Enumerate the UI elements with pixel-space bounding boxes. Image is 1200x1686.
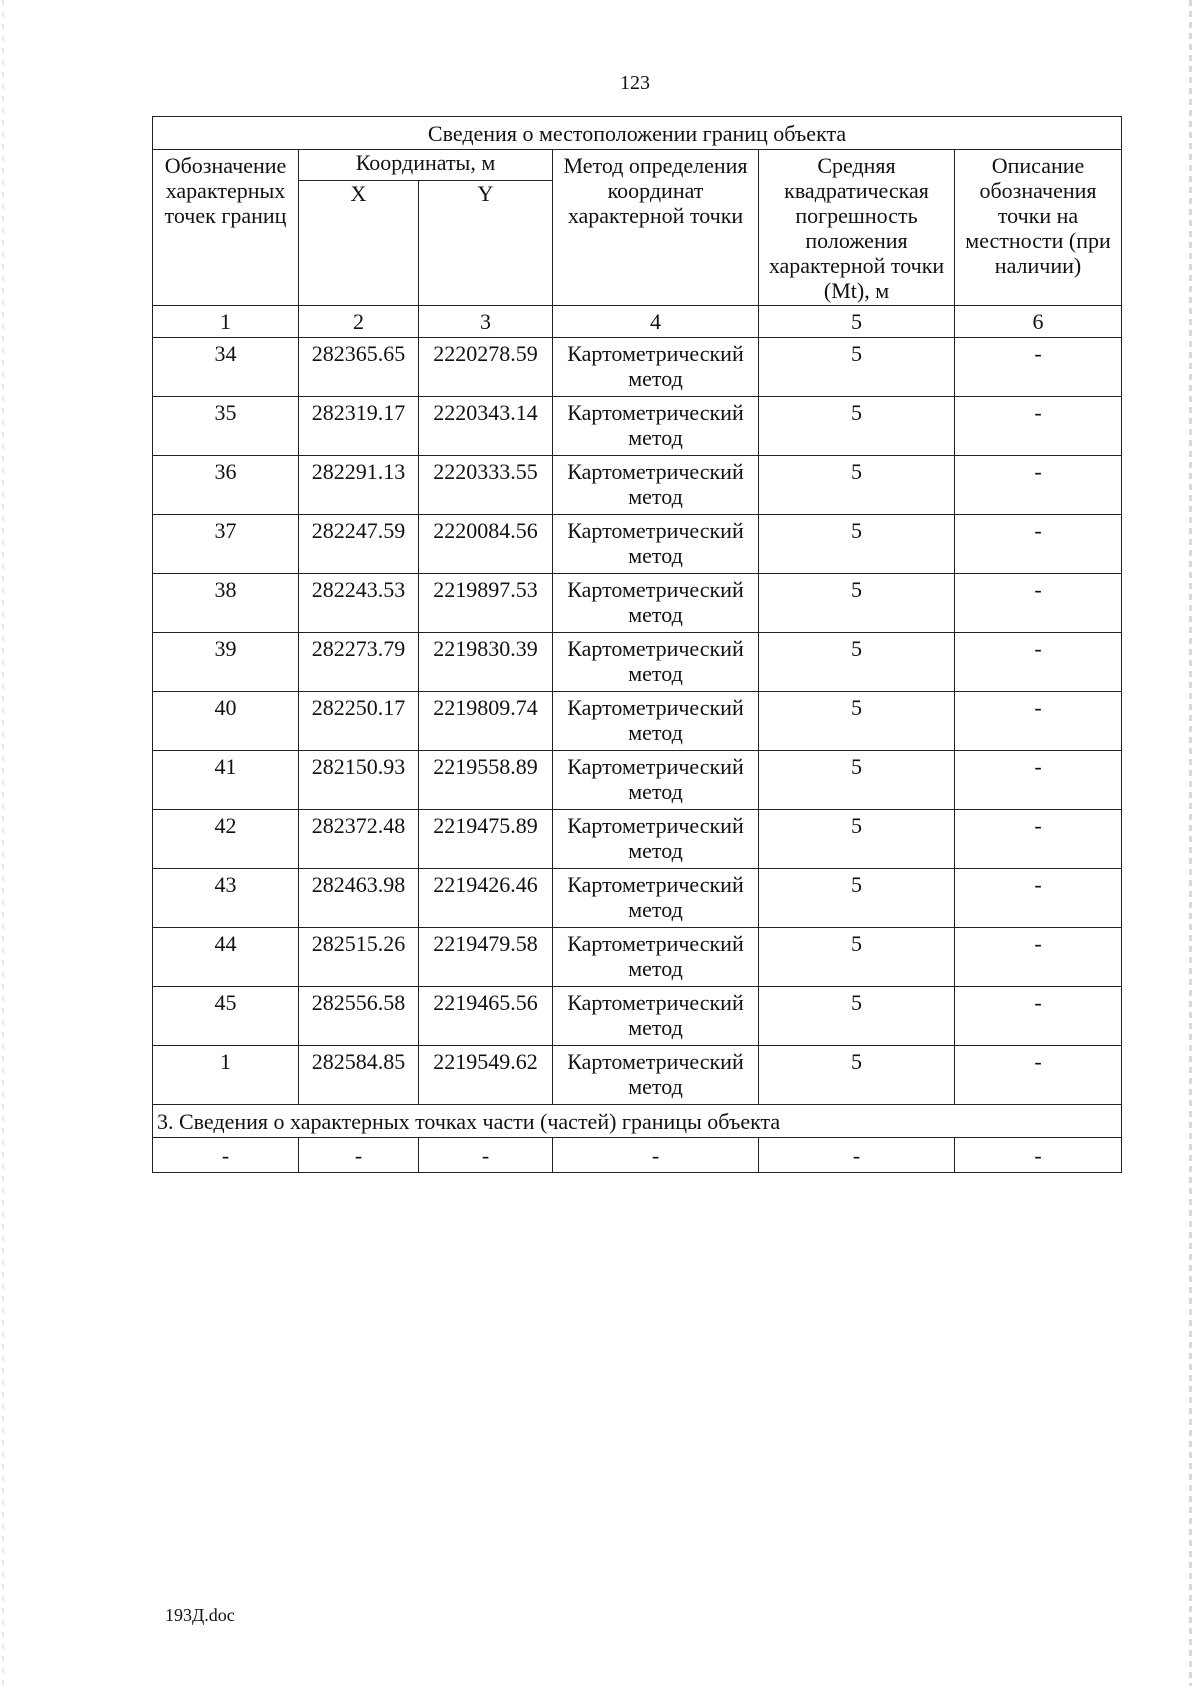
cell-y: 2219475.89	[419, 810, 553, 869]
header-designation: Обозначение характерных точек границ	[153, 150, 299, 306]
cell-error: 5	[759, 338, 955, 397]
cell-description: -	[955, 810, 1122, 869]
column-number: 1	[153, 306, 299, 338]
column-number: 6	[955, 306, 1122, 338]
header-y: Y	[419, 181, 553, 306]
cell-error: 5	[759, 1046, 955, 1105]
cell-method: Картометрический метод	[553, 1046, 759, 1105]
cell-error: 5	[759, 574, 955, 633]
table-row	[153, 869, 1122, 928]
cell-point: 38	[153, 574, 299, 633]
cell-description: -	[955, 633, 1122, 692]
cell-method: Картометрический метод	[553, 751, 759, 810]
cell-description: -	[955, 338, 1122, 397]
cell-x: 282150.93	[299, 751, 419, 810]
cell-point: 35	[153, 397, 299, 456]
cell-y: 2220278.59	[419, 338, 553, 397]
cell-description: -	[955, 574, 1122, 633]
cell-point: 42	[153, 810, 299, 869]
table-row	[153, 633, 1122, 692]
header-coordinates: Координаты, м	[299, 150, 553, 181]
cell-description: -	[955, 692, 1122, 751]
cell-point: 40	[153, 692, 299, 751]
cell-x: 282250.17	[299, 692, 419, 751]
page-number: 123	[620, 72, 650, 94]
table-row	[153, 810, 1122, 869]
cell-y: 2220333.55	[419, 456, 553, 515]
cell-x: 282247.59	[299, 515, 419, 574]
cell-x: 282243.53	[299, 574, 419, 633]
header-method: Метод определения координат характерной точки	[553, 150, 759, 306]
cell-error: 5	[759, 515, 955, 574]
cell-x: 282365.65	[299, 338, 419, 397]
table-caption: Сведения о местоположении границ объекта	[153, 117, 1122, 150]
cell-method: Картометрический метод	[553, 515, 759, 574]
cell-error: 5	[759, 456, 955, 515]
cell-x: 282273.79	[299, 633, 419, 692]
cell-point: 36	[153, 456, 299, 515]
cell-error: 5	[759, 692, 955, 751]
cell-description: -	[955, 987, 1122, 1046]
cell-description: -	[955, 928, 1122, 987]
cell-description: -	[955, 1046, 1122, 1105]
cell-x: 282515.26	[299, 928, 419, 987]
cell-error: 5	[759, 869, 955, 928]
header-x: X	[299, 181, 419, 306]
cell-x: 282556.58	[299, 987, 419, 1046]
cell-point: 41	[153, 751, 299, 810]
cell-method: Картометрический метод	[553, 633, 759, 692]
column-number: 2	[299, 306, 419, 338]
cell-y: 2219830.39	[419, 633, 553, 692]
table-row	[153, 692, 1122, 751]
table-row	[153, 928, 1122, 987]
column-number: 5	[759, 306, 955, 338]
cell-description: -	[955, 869, 1122, 928]
cell-point: 44	[153, 928, 299, 987]
cell-y: 2219558.89	[419, 751, 553, 810]
empty-cell: -	[955, 1138, 1122, 1173]
cell-error: 5	[759, 751, 955, 810]
section-3-title: 3. Сведения о характерных точках части (частей) границы объекта	[153, 1105, 1122, 1138]
empty-cell: -	[419, 1138, 553, 1173]
cell-x: 282463.98	[299, 869, 419, 928]
cell-point: 1	[153, 1046, 299, 1105]
cell-description: -	[955, 515, 1122, 574]
cell-error: 5	[759, 633, 955, 692]
cell-error: 5	[759, 810, 955, 869]
cell-x: 282319.17	[299, 397, 419, 456]
table-row	[153, 515, 1122, 574]
empty-cell: -	[759, 1138, 955, 1173]
cell-x: 282291.13	[299, 456, 419, 515]
cell-description: -	[955, 751, 1122, 810]
cell-y: 2219465.56	[419, 987, 553, 1046]
cell-error: 5	[759, 928, 955, 987]
header-error: Средняя квадратическая погрешность положения характерной точки (Mt), м	[759, 150, 955, 306]
cell-method: Картометрический метод	[553, 574, 759, 633]
table-row	[153, 397, 1122, 456]
boundary-coordinates-table	[152, 116, 1122, 1173]
footer-filename: 193Д.doc	[165, 1605, 235, 1625]
empty-cell: -	[153, 1138, 299, 1173]
cell-point: 43	[153, 869, 299, 928]
cell-point: 39	[153, 633, 299, 692]
cell-y: 2220084.56	[419, 515, 553, 574]
cell-x: 282372.48	[299, 810, 419, 869]
cell-y: 2219897.53	[419, 574, 553, 633]
cell-y: 2219549.62	[419, 1046, 553, 1105]
table-row	[153, 1046, 1122, 1105]
table-row	[153, 456, 1122, 515]
table-row	[153, 987, 1122, 1046]
cell-method: Картометрический метод	[553, 338, 759, 397]
cell-y: 2220343.14	[419, 397, 553, 456]
cell-y: 2219809.74	[419, 692, 553, 751]
section-3-empty-row	[153, 1138, 1122, 1173]
cell-method: Картометрический метод	[553, 456, 759, 515]
header-description: Описание обозначения точки на местности (при наличии)	[955, 150, 1122, 306]
table-row	[153, 751, 1122, 810]
cell-point: 45	[153, 987, 299, 1046]
cell-description: -	[955, 397, 1122, 456]
column-numbers-row	[153, 306, 1122, 338]
cell-method: Картометрический метод	[553, 397, 759, 456]
scan-edge-right	[1189, 0, 1192, 1686]
empty-cell: -	[299, 1138, 419, 1173]
cell-y: 2219426.46	[419, 869, 553, 928]
cell-method: Картометрический метод	[553, 987, 759, 1046]
empty-cell: -	[553, 1138, 759, 1173]
cell-point: 37	[153, 515, 299, 574]
cell-method: Картометрический метод	[553, 810, 759, 869]
column-number: 4	[553, 306, 759, 338]
table-row	[153, 338, 1122, 397]
cell-description: -	[955, 456, 1122, 515]
cell-y: 2219479.58	[419, 928, 553, 987]
cell-method: Картометрический метод	[553, 692, 759, 751]
cell-method: Картометрический метод	[553, 928, 759, 987]
scan-edge-left	[2, 0, 4, 1686]
cell-x: 282584.85	[299, 1046, 419, 1105]
cell-error: 5	[759, 987, 955, 1046]
column-number: 3	[419, 306, 553, 338]
table-row	[153, 574, 1122, 633]
cell-point: 34	[153, 338, 299, 397]
cell-method: Картометрический метод	[553, 869, 759, 928]
cell-error: 5	[759, 397, 955, 456]
